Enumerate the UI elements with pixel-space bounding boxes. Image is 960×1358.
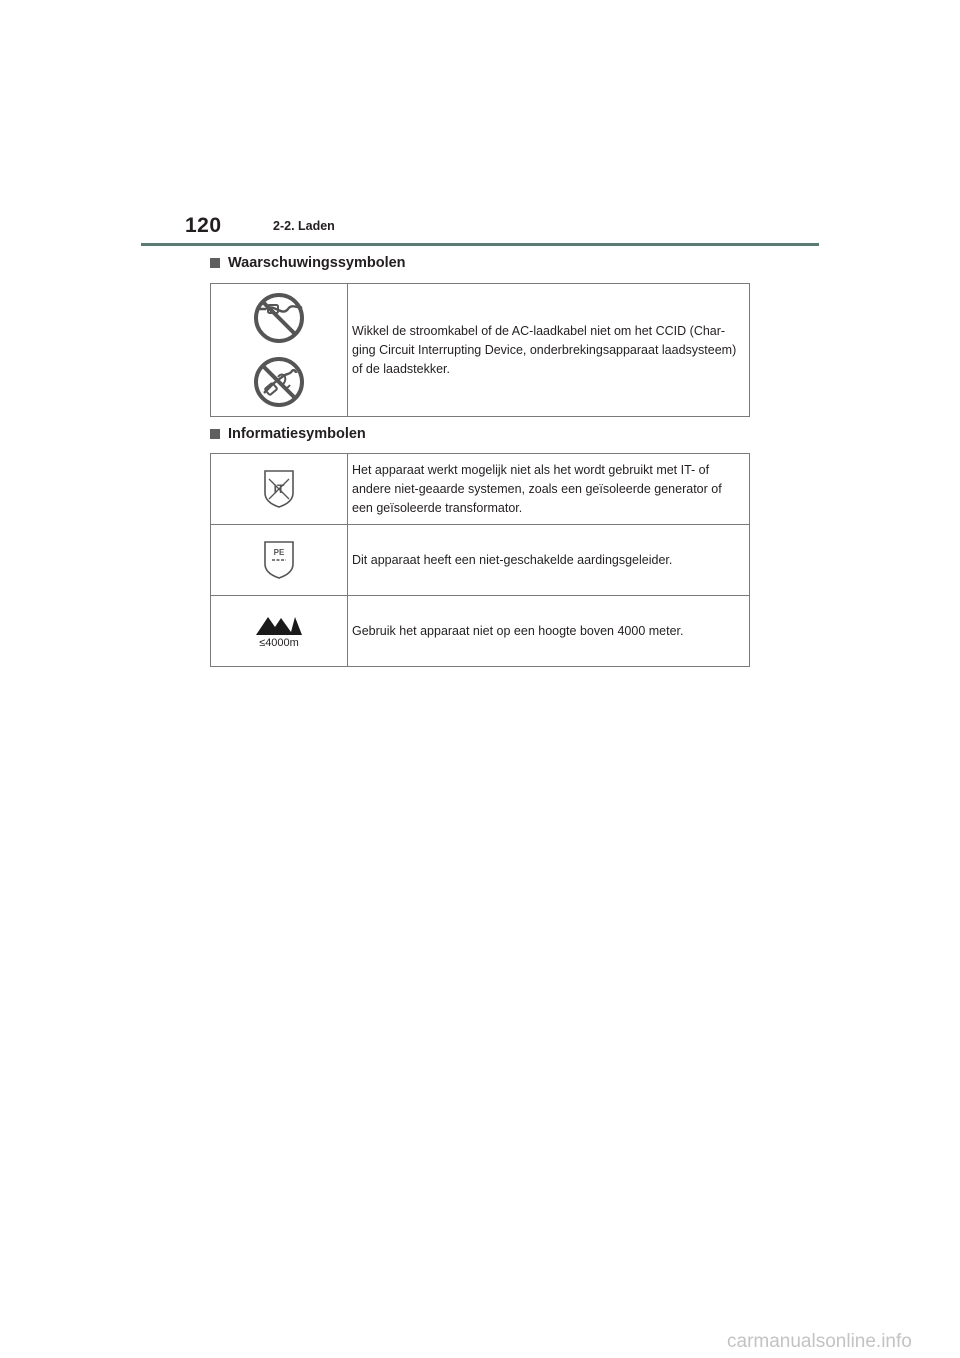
it-system-shield-icon bbox=[263, 469, 295, 509]
table-row bbox=[211, 454, 750, 525]
info-heading bbox=[210, 426, 366, 442]
header-rule bbox=[141, 243, 819, 246]
altitude-mountain-icon bbox=[255, 614, 303, 636]
info-icon-cell bbox=[211, 596, 348, 667]
table-row bbox=[211, 284, 750, 417]
warning-icon-cell bbox=[211, 284, 348, 417]
warning-heading-text: Waarschuwingssymbolen bbox=[228, 255, 406, 271]
altitude-label: ≤4000m bbox=[259, 636, 299, 649]
section-label: 2-2. Laden bbox=[273, 219, 335, 233]
table-row bbox=[211, 525, 750, 596]
info-icon-cell bbox=[211, 525, 348, 596]
info-heading-text: Informatiesymbolen bbox=[228, 426, 366, 442]
no-wrap-plug-icon bbox=[252, 355, 306, 409]
watermark: carmanualsonline.info bbox=[727, 1331, 912, 1352]
square-bullet-icon bbox=[210, 258, 220, 268]
pe-label: PE bbox=[273, 548, 285, 557]
info-text-cell: Het apparaat werkt mogelijk niet als het wordt gebruikt met IT- of andere niet-geaarde systemen, zoals een geïsoleerde generator of een geïsoleerde transformator. bbox=[348, 454, 750, 525]
no-wrap-cable-icon bbox=[252, 291, 306, 345]
info-text-cell: Gebruik het apparaat niet op een hoogte boven 4000 meter. bbox=[348, 596, 750, 667]
square-bullet-icon bbox=[210, 429, 220, 439]
it-label: IT bbox=[273, 482, 285, 496]
warning-symbols-table bbox=[210, 283, 750, 417]
warning-heading bbox=[210, 255, 406, 271]
page-number: 120 bbox=[185, 214, 222, 237]
pe-shield-icon bbox=[263, 540, 295, 580]
info-icon-cell bbox=[211, 454, 348, 525]
table-row bbox=[211, 596, 750, 667]
warning-text-cell: Wikkel de stroomkabel of de AC-laadkabel niet om het CCID (Char-ging Circuit Interrupting Device, onderbrekingsapparaat laadsysteem) of de laadstekker. bbox=[348, 284, 750, 417]
info-text-cell: Dit apparaat heeft een niet-geschakelde aardingsgeleider. bbox=[348, 525, 750, 596]
info-symbols-table bbox=[210, 453, 750, 667]
